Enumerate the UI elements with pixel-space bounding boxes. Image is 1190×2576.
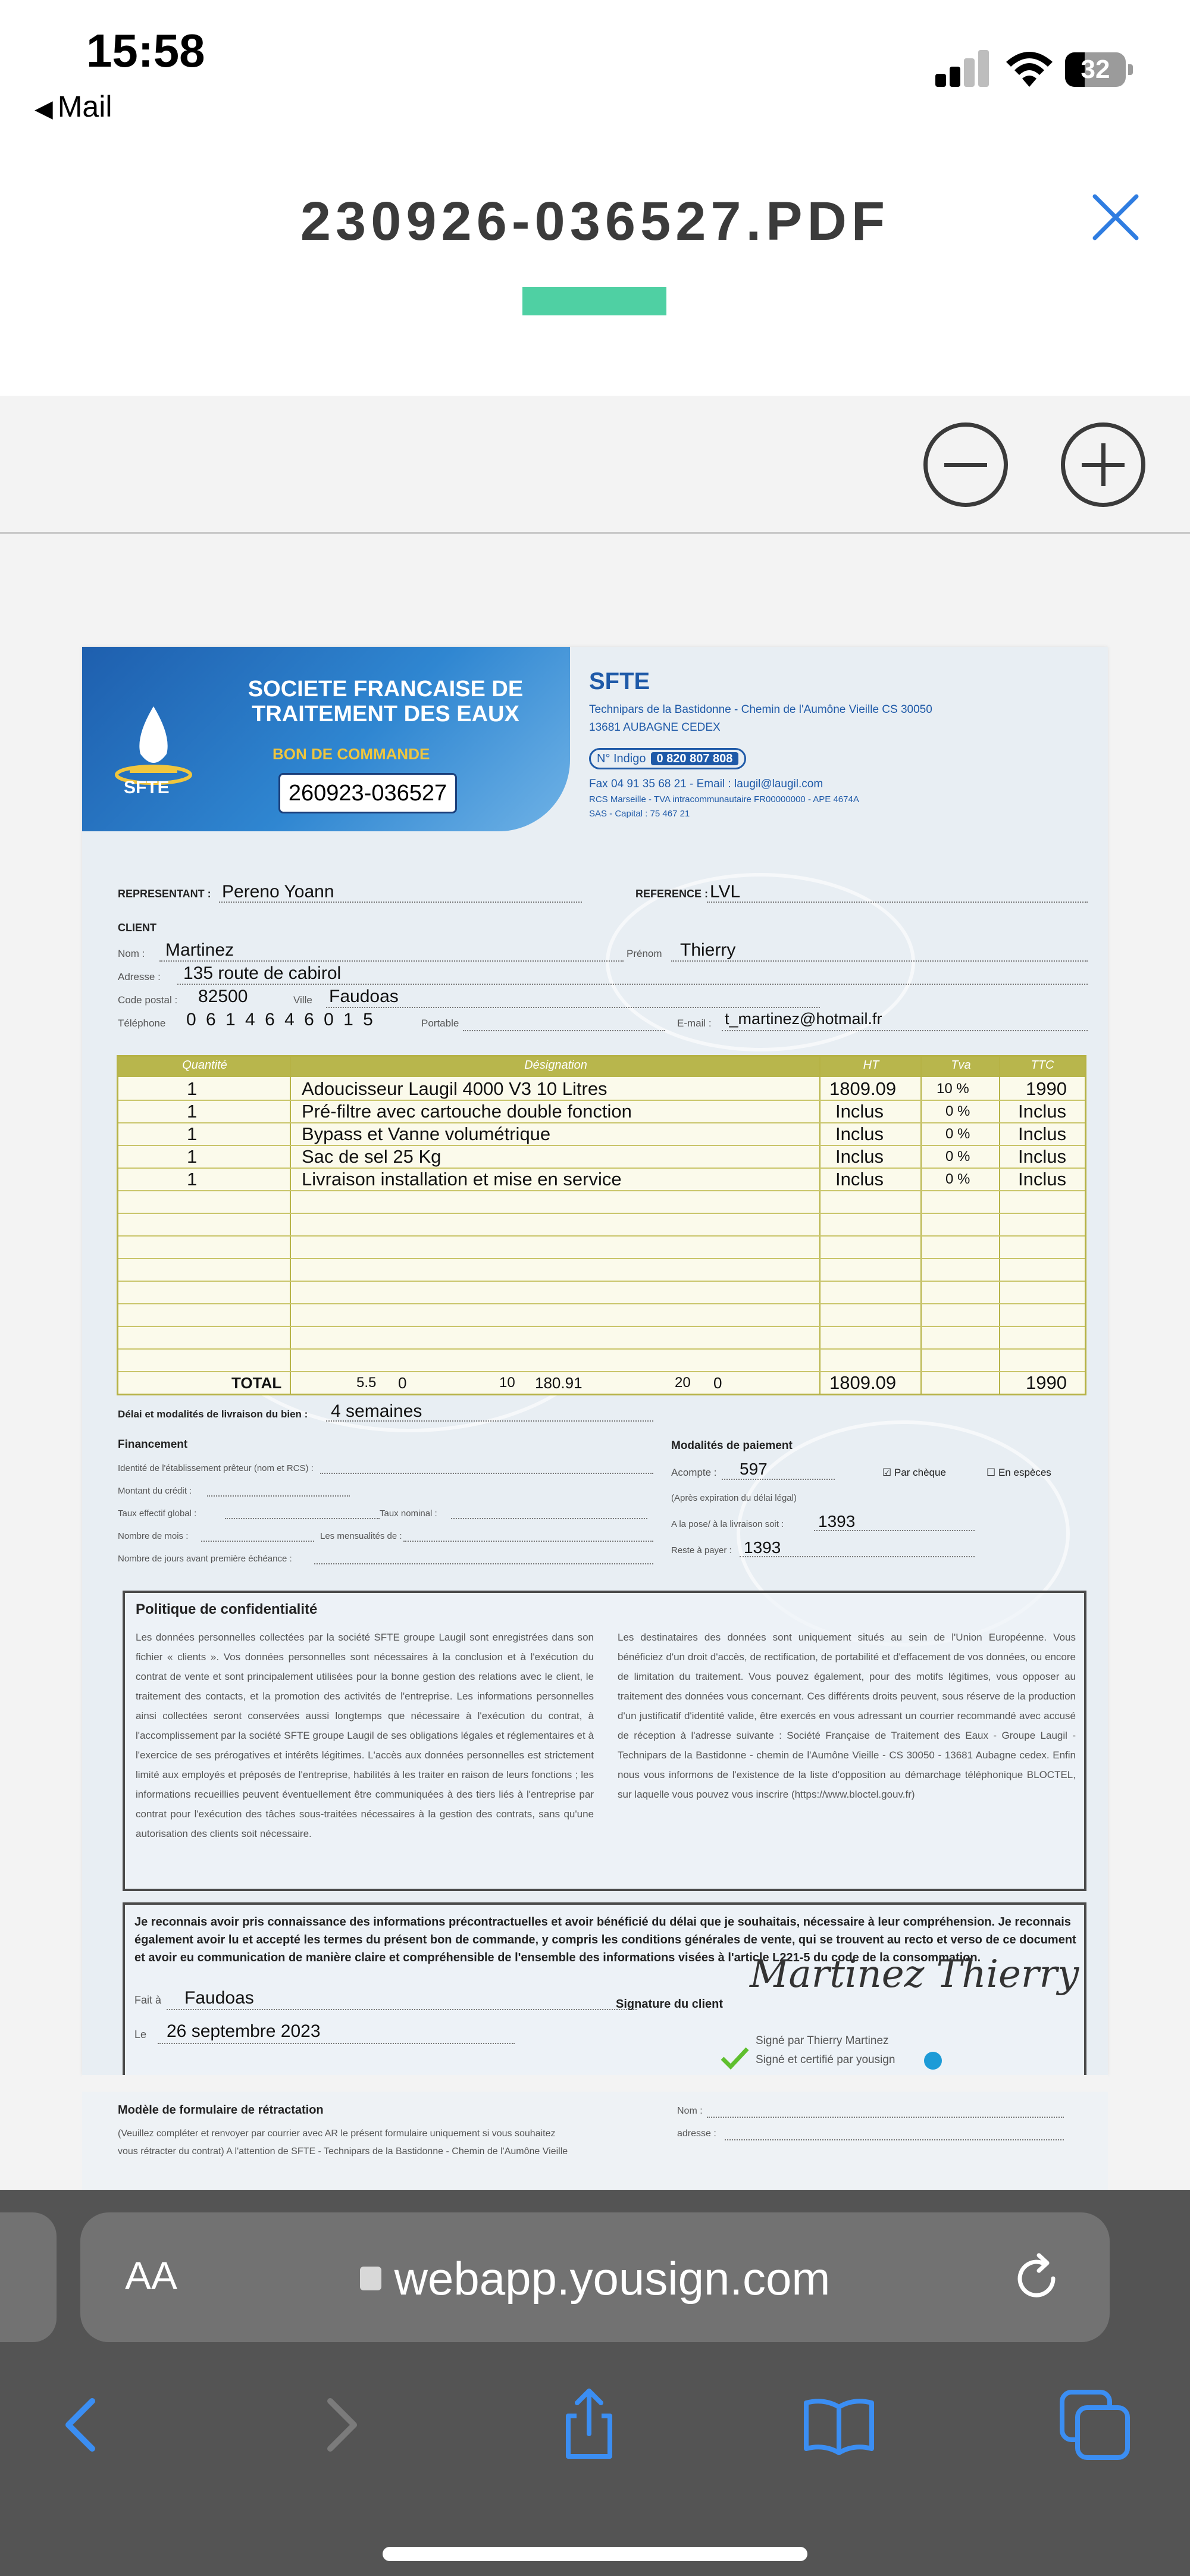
pdf-page-1	[82, 647, 1108, 2075]
company-banner	[82, 647, 570, 831]
le-label: Le	[134, 2029, 147, 2040]
table-cell: 1	[187, 1169, 198, 1190]
adresse-label: Adresse :	[118, 971, 161, 982]
fait-value: Faudoas	[184, 1988, 254, 2008]
cheque-option: ☑ Par chèque	[882, 1467, 946, 1478]
order-items-table	[117, 1055, 1086, 1395]
table-cell: 0 %	[945, 1126, 970, 1142]
confidentiality-section	[123, 1591, 1086, 1891]
table-cell: 0 %	[945, 1171, 970, 1187]
page2-title: Modèle de formulaire de rétractation	[118, 2104, 324, 2117]
table-cell: 1	[187, 1123, 198, 1144]
nom-value: Martinez	[165, 940, 234, 960]
table-cell: Inclus	[1018, 1146, 1066, 1167]
table-cell: Inclus	[835, 1146, 884, 1167]
confidentiality-text-right: Les destinataires des données sont uniquement situés au sein de l'Union Européenne. Vous bénéficiez d'un droit d'accès, de rectification, de portabilité et d'effacement de vos données, ou encore de limitation du traitement. Vous pouvez également, pour des motifs légitimes, vous opposer au traitement des données vous concernant. Ces différents droits peuvent, sous réserve de la production d'un justificatif d'identité valide, être exercés en vous adressant un courrier recommandé avec accusé de réception à l'adresse suivante : Société Française de Traitement des Eaux - Groupe Laugil - Technipars de la Bastidonne - chemin de l'Aumône Vieille - CS 30050 - 13681 Aubagne cedex. Enfin nous vous informons de l'existence de la liste d'opposition au démarchage téléphonique BLOCTEL, sur laquelle vous pouvez vous inscrire (https://www.bloctel.gouv.fr)	[618, 1632, 1076, 1800]
wifi-icon	[1003, 48, 1056, 89]
cp-value: 82500	[198, 987, 248, 1006]
tva-10-value: 180.91	[535, 1374, 583, 1392]
home-indicator[interactable]	[383, 2547, 807, 2561]
col-designation: Désignation	[524, 1059, 587, 1072]
prenom-label: Prénom	[627, 948, 662, 959]
cp-label: Code postal :	[118, 994, 178, 1006]
tva-10-label: 10	[499, 1375, 515, 1391]
livraison-label: A la pose/ à la livraison soit :	[671, 1519, 784, 1529]
table-cell: 1	[187, 1101, 198, 1122]
col-tva: Tva	[951, 1059, 971, 1072]
zoom-out-button[interactable]	[923, 422, 1008, 507]
fin-line: Nombre de jours avant première échéance :	[118, 1554, 292, 1564]
table-cell: Livraison installation et mise en service	[302, 1169, 622, 1190]
table-cell: Pré-filtre avec cartouche double fonction	[302, 1101, 632, 1122]
acknowledgement-text: Je reconnais avoir pris connaissance des informations précontractuelles et avoir bénéficié du délai que je souhaitais, nécessaire à leur compréhension. Je reconnais également avoir lu et accepté les termes du présent bon de commande, y compris les conditions générales de vente, qui se trouvent au recto et verso de ce document et avoir eu communication de manière claire et compréhensible de l'ensemble des informations visées à l'article L221-5 du code de la consommation.	[134, 1915, 1076, 1964]
clock: 15:58	[86, 24, 205, 77]
client-label: CLIENT	[118, 922, 156, 934]
indigo-number	[589, 748, 746, 769]
tva-20-label: 20	[675, 1375, 691, 1391]
text-size-button[interactable]: AA	[125, 2253, 178, 2298]
telephone-value: 0 6 1 4 6 4 6 0 1 5	[186, 1010, 375, 1029]
lock-icon	[360, 2267, 381, 2290]
document-title: 230926-036527.PDF	[300, 191, 890, 252]
logo-text: SFTE	[124, 778, 170, 797]
tabs-icon[interactable]	[1056, 2386, 1133, 2464]
client-signature: Martinez Thierry	[750, 1952, 1079, 1996]
forward-chevron-icon[interactable]	[300, 2386, 378, 2464]
total-label: TOTAL	[231, 1374, 282, 1392]
company-legal-1: RCS Marseille - TVA intracommunautaire FR00000000 - APE 4674A	[589, 794, 859, 805]
adresse-value: 135 route de cabirol	[183, 963, 342, 983]
especes-label: En espèces	[998, 1467, 1051, 1478]
table-cell: 1	[187, 1146, 198, 1167]
share-icon[interactable]	[550, 2386, 628, 2464]
document-header	[0, 143, 1190, 396]
fin-line: Taux effectif global :	[118, 1508, 197, 1519]
reste-label: Reste à payer :	[671, 1545, 732, 1555]
cellular-signal-icon	[935, 49, 989, 87]
certified-by: Signé et certifié par yousign	[756, 2054, 895, 2066]
back-chevron-icon[interactable]	[45, 2386, 122, 2464]
title-accent-bar	[522, 287, 666, 315]
fin-line: Nombre de mois :	[118, 1531, 189, 1541]
representant-value: Pereno Yoann	[222, 882, 334, 902]
zoom-in-button[interactable]	[1061, 422, 1145, 507]
table-header	[118, 1057, 1085, 1077]
back-to-mail-link[interactable]	[35, 89, 112, 124]
indigo-value: 0 820 807 808	[651, 752, 739, 765]
company-address-2: 13681 AUBAGNE CEDEX	[589, 721, 721, 734]
back-triangle-icon: ◀	[35, 96, 53, 122]
page2-nom-label: Nom :	[677, 2106, 703, 2116]
ville-label: Ville	[293, 994, 312, 1006]
close-icon[interactable]	[1089, 190, 1142, 244]
telephone-label: Téléphone	[118, 1018, 166, 1029]
pdf-page-2	[82, 2092, 1108, 2190]
email-value: t_martinez@hotmail.fr	[725, 1010, 882, 1028]
col-quantite: Quantité	[182, 1059, 227, 1072]
battery-icon	[1065, 52, 1132, 87]
confidentiality-text-left: Les données personnelles collectées par la société SFTE groupe Laugil sont enregistrées dans son fichier « clients ». Vos données personnelles sont nécessaires à la conclusion et à l'exécution du contrat de vente et sont principalement utilisées pour la bonne gestion des relations avec le client, le traitement des contacts, et la promotion des activités de l'entreprise. Les informations personnelles ainsi collectées seront conservées aussi longtemps que nécessaire à l'exécution du contrat, à l'accomplissement par la société SFTE groupe Laugil de ses obligations légales et réglementaires et à l'exercice de ses prérogatives et intérêts légitimes. L'accès aux données personnelles est strictement limité aux employés et préposés de l'entreprise, habilités à les traiter en raison de leurs fonctions ; les informations recueillies peuvent éventuellement être communiquées à des tiers liés à l'entreprise par contrat pour l'exécution des tâches sous-traitées nécessaires à la gestion des contrats, sans qu'une autorisation des clients soit nécessaire.	[136, 1632, 594, 1839]
check-icon	[720, 2046, 750, 2070]
signed-by: Signé par Thierry Martinez	[756, 2034, 889, 2047]
nom-label: Nom :	[118, 948, 145, 959]
browser-bottom-bar	[0, 2190, 1190, 2576]
confidentiality-title: Politique de confidentialité	[136, 1601, 318, 1617]
yousign-logo-icon	[923, 2051, 942, 2070]
table-cell: Inclus	[835, 1123, 884, 1144]
table-cell: 10 %	[937, 1081, 969, 1097]
url-text: webapp.yousign.com	[394, 2252, 831, 2305]
delai-value: 4 semaines	[331, 1401, 422, 1421]
paiement-label: Modalités de paiement	[671, 1439, 793, 1452]
table-cell: 1809.09	[829, 1078, 897, 1099]
table-cell: Adoucisseur Laugil 4000 V3 10 Litres	[302, 1078, 607, 1099]
table-cell: Inclus	[1018, 1169, 1066, 1190]
status-bar	[0, 0, 1190, 143]
pdf-viewer[interactable]	[0, 534, 1190, 2190]
indigo-label: N° Indigo	[597, 752, 646, 765]
tva-20-value: 0	[713, 1374, 722, 1392]
apres-delai: (Après expiration du délai légal)	[671, 1493, 797, 1503]
previous-tab-preview[interactable]	[0, 2212, 57, 2342]
reference-value: LVL	[710, 882, 741, 902]
col-ttc: TTC	[1031, 1059, 1054, 1072]
table-cell: Bypass et Vanne volumétrique	[302, 1123, 551, 1144]
company-address-1: Technipars de la Bastidonne - Chemin de l'Aumône Vieille CS 30050	[589, 703, 932, 716]
table-cell: 0 %	[945, 1148, 970, 1165]
fait-label: Fait à	[134, 1994, 162, 2006]
company-contact: Fax 04 91 35 68 21 - Email : laugil@laugil.com	[589, 778, 823, 790]
viewer-toolbar	[0, 396, 1190, 534]
table-cell: Inclus	[835, 1101, 884, 1122]
page2-text: vous rétracter du contrat) A l'attention de SFTE - Technipars de la Bastidonne - Chemin de l'Aumône Vieille	[118, 2146, 568, 2156]
total-ttc: 1990	[1026, 1372, 1067, 1393]
ville-value: Faudoas	[329, 987, 399, 1006]
sfte-brand: SFTE	[589, 668, 650, 694]
bon-de-commande-label: BON DE COMMANDE	[273, 745, 430, 763]
signature-label: Signature du client	[616, 1998, 724, 2011]
url-display[interactable]	[80, 2252, 1110, 2306]
table-cell: 0 %	[945, 1103, 970, 1119]
total-ht: 1809.09	[829, 1372, 897, 1393]
table-cell: Inclus	[1018, 1101, 1066, 1122]
company-legal-2: SAS - Capital : 75 467 21	[589, 809, 690, 819]
fin-line: Montant du crédit :	[118, 1486, 192, 1496]
battery-level: 32	[1081, 55, 1110, 84]
representant-label: REPRESENTANT :	[118, 888, 211, 900]
address-bar[interactable]	[80, 2212, 1110, 2342]
bookmarks-icon[interactable]	[800, 2386, 878, 2464]
portable-label: Portable	[421, 1018, 459, 1029]
tva-55-value: 0	[398, 1374, 407, 1392]
financement-label: Financement	[118, 1438, 188, 1451]
taux-nominal-label: Taux nominal :	[380, 1508, 437, 1519]
order-number: 260923-036527	[278, 773, 457, 813]
page2-adresse-label: adresse :	[677, 2129, 716, 2139]
fin-line: Identité de l'établissement prêteur (nom et RCS) :	[118, 1463, 314, 1473]
livraison-value: 1393	[818, 1512, 856, 1530]
reload-icon[interactable]	[1012, 2252, 1065, 2305]
acompte-value: 597	[740, 1460, 768, 1478]
cheque-label: Par chèque	[894, 1467, 946, 1478]
page2-text: (Veuillez compléter et renvoyer par courrier avec AR le présent formulaire uniquement si vous souhaitez	[118, 2129, 556, 2139]
date-value: 26 septembre 2023	[167, 2021, 321, 2041]
delai-label: Délai et modalités de livraison du bien :	[118, 1408, 308, 1420]
table-cell: Inclus	[835, 1169, 884, 1190]
table-cell: Inclus	[1018, 1123, 1066, 1144]
table-cell: Sac de sel 25 Kg	[302, 1146, 441, 1167]
reste-value: 1393	[744, 1538, 781, 1557]
acompte-label: Acompte :	[671, 1467, 717, 1478]
tva-55-label: 5.5	[356, 1375, 377, 1391]
reference-label: REFERENCE :	[635, 888, 709, 900]
col-ht: HT	[863, 1059, 879, 1072]
signature-section	[123, 1902, 1086, 2075]
table-cell: 1	[187, 1078, 198, 1099]
especes-option: ☐ En espèces	[987, 1467, 1051, 1478]
company-title: SOCIETE FRANCAISE DE TRAITEMENT DES EAUX	[248, 677, 524, 727]
mensualites-label: Les mensualités de :	[320, 1531, 402, 1541]
email-label: E-mail :	[677, 1018, 712, 1029]
back-label: Mail	[57, 90, 112, 123]
table-cell: 1990	[1026, 1078, 1067, 1099]
prenom-value: Thierry	[680, 940, 736, 960]
